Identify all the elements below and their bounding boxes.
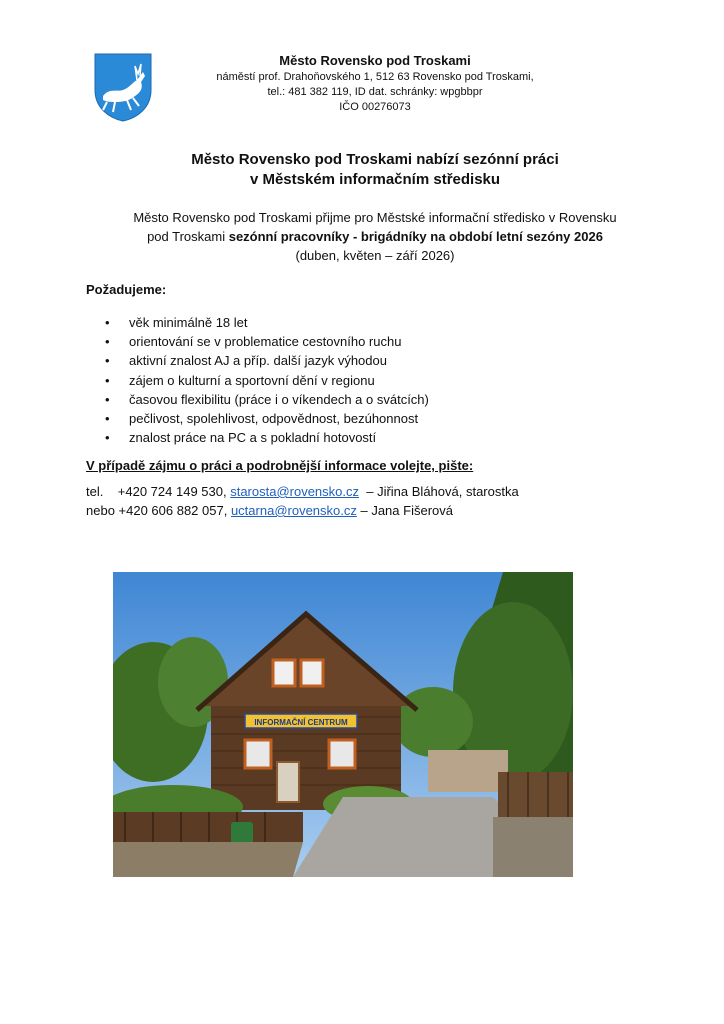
letterhead: [160, 52, 590, 115]
photo-sign-text: INFORMAČNÍ CENTRUM: [254, 718, 348, 727]
requirements-heading: Požadujeme:: [86, 282, 167, 297]
bullet: •: [105, 430, 110, 446]
info-centre-photo: [113, 572, 573, 877]
bullet: •: [105, 315, 110, 330]
title-line-1: Město Rovensko pod Troskami nabízí sezónní práci: [191, 151, 559, 168]
contact-row-2-phone: nebo +420 606 882 057,: [86, 503, 231, 518]
list-item-text: znalost práce na PC a s pokladní hotovostí: [129, 430, 377, 446]
list-item-text: časovou flexibilitu (práce i o víkendech a o svátcích): [129, 391, 429, 407]
document-title: [90, 150, 660, 190]
list-item-text: aktivní znalost AJ a příp. další jazyk výhodou: [129, 353, 387, 369]
list-item-text: pečlivost, spolehlivost, odpovědnost, bezúhonnost: [129, 411, 419, 427]
town-name: Město Rovensko pod Troskami: [279, 53, 471, 68]
list-item: [86, 351, 429, 370]
list-item-text: orientování se v problematice cestovního ruchu: [129, 334, 402, 350]
requirements-list: [86, 313, 429, 447]
intro-line-3: (duben, květen – září 2026): [295, 248, 455, 263]
list-item: [86, 332, 429, 351]
list-item-text: zájem o kulturní a sportovní dění v regionu: [129, 372, 375, 388]
town-ico: IČO 00276073: [339, 101, 411, 113]
contact-row-1-phone: tel. +420 724 149 530,: [86, 484, 231, 499]
contact-row-2: [86, 501, 519, 520]
intro-paragraph: [95, 208, 655, 265]
list-item: [86, 409, 429, 428]
contact-block: [86, 482, 519, 520]
contact-row-1: [86, 482, 519, 501]
contact-row-2-name: – Jana Fišerová: [356, 503, 453, 518]
list-item: [86, 428, 429, 447]
contact-heading: V případě zájmu o práci a podrobnější informace volejte, pište:: [86, 458, 474, 473]
town-crest-logo: [93, 52, 153, 122]
list-item: [86, 313, 429, 332]
bullet: •: [105, 372, 110, 388]
town-address: náměstí prof. Drahoňovského 1, 512 63 Rovensko pod Troskami,: [216, 71, 534, 83]
intro-line-2-text: pod Troskami: [147, 229, 229, 244]
contact-row-1-name: – Jiřina Bláhová, starostka: [359, 484, 519, 499]
intro-line-1: Město Rovensko pod Troskami přijme pro Městské informační středisko v Rovensku: [133, 210, 617, 225]
bullet: •: [105, 353, 110, 369]
bullet: •: [105, 411, 110, 427]
list-item: [86, 390, 429, 409]
town-phone: tel.: 481 382 119, ID dat. schránky: wpgbbpr: [267, 86, 483, 98]
list-item-text: věk minimálně 18 let: [129, 315, 248, 330]
email-link-starosta[interactable]: starosta@rovensko.cz: [230, 484, 360, 499]
list-item: [86, 371, 429, 390]
bullet: •: [105, 334, 110, 350]
intro-line-2-bold: sezónní pracovníky - brigádníky na období letní sezóny 2026: [228, 229, 603, 244]
email-link-uctarna[interactable]: uctarna@rovensko.cz: [230, 503, 357, 518]
intro-line-2: [95, 227, 655, 246]
bullet: •: [105, 391, 110, 407]
title-line-2: v Městském informačním středisku: [249, 171, 501, 188]
